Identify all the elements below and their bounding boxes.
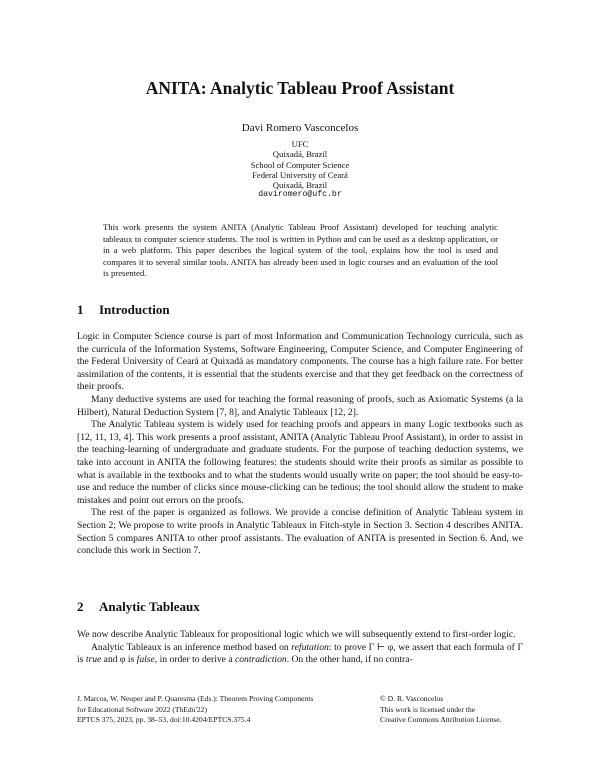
section-number: 2 [77,599,84,614]
author-email[interactable]: daviromero@ufc.br [258,190,342,199]
section-title: Introduction [99,302,170,317]
paragraph: The rest of the paper is organized as follows. We provide a concise definition of Analytic Tableau system in Section 2; We propose to write proofs in Analytic Tableaux in Fitch-style in Section 3. Section 4 describes ANITA. Section 5 compares ANITA to other proof assistants. The evaluation of ANITA is presented in Section 6. And, we conclude this work in Section 7. [77,507,523,557]
emphasis: contradiction [234,654,287,666]
introduction-body [77,331,523,558]
footer-line: for Educational Software 2022 (ThEdu'22) [77,704,208,714]
footer-license [380,694,540,726]
affiliation-line: UFC [291,139,309,149]
text-run: . On the other hand, if no contra- [286,654,413,666]
affiliation-line: Federal University of Ceará [252,170,348,180]
text-run: Analytic Tableaux is an inference method based on [91,641,292,653]
emphasis: refutation [291,641,329,653]
footer-citation [77,694,367,726]
footer-line: © D. R. Vasconcelos [380,694,444,703]
text-run: : to prove Γ ⊢ φ, we assert that each formula of Γ is [77,641,523,666]
section-heading-introduction [77,302,170,318]
abstract: This work presents the system ANITA (Analytic Tableau Proof Assistant) developed for teaching analytic tableaux to computer science students. The tool is written in Python and can be used as a desktop application, or in a web platform. This paper describes the logical system of the tool, explains how the tool is used and compares it to several similar tools. ANITA has already been used in logic courses and an evaluation of the tool is presented. [103,222,498,279]
footer-line: This work is licensed under the [380,704,476,714]
footer-line: J. Marcos, W. Neuper and P. Quaresma (Eds.): Theorem Proving Components [77,694,314,703]
affiliation-line: Quixadá, Brazil [272,149,328,159]
author-name: Davi Romero Vasconcelos [241,122,359,134]
footer-line: EPTCS 375, 2023, pp. 38–53, doi:10.4204/EPTCS.375.4 [77,715,251,725]
emphasis: false [136,654,155,666]
paragraph: We now describe Analytic Tableaux for propositional logic which we will subsequently extend to first-order logic. [77,629,516,640]
affiliation-line: Quixadá, Brazil [272,180,328,190]
section-title: Analytic Tableaux [99,599,200,614]
affiliation-1 [0,139,600,159]
affiliation-2 [0,160,600,200]
paragraph: Logic in Computer Science course is part of most Information and Communication Technology curricula, such as the curricula of the Information Systems, Software Engineering, Computer Science, and Computer Engineering of the Federal University of Ceará at Quixadá as mandatory components. The course has a high failure rate. For better assimilation of the contents, it is essential that the students exercise and that they get feedback on the correctness of their proofs. [77,331,523,393]
section-number: 1 [77,302,84,317]
paragraph [77,642,523,667]
paper-title: ANITA: Analytic Tableau Proof Assistant [145,78,455,98]
affiliation-line: School of Computer Science [250,160,350,170]
section-heading-analytic-tableaux [77,599,200,615]
text-run: , in order to derive a [154,654,235,666]
paragraph: Many deductive systems are used for teaching the formal reasoning of proofs, such as Axiomatic Systems (a la Hilbert), Natural Deduction System [7, 8], and Analytic Tableaux [12, 2]. [77,393,523,418]
analytic-tableaux-body [77,629,523,667]
text-run: and φ is [101,654,137,666]
emphasis: true [85,654,102,666]
paragraph: The Analytic Tableau system is widely used for teaching proofs and appears in many Logic textbooks such as [12, 11, 13, 4]. This work presents a proof assistant, ANITA (Analytic Tableau Proof Assistant), in order to assist in the teaching-learning of undergraduate and graduate students. For the purpose of teaching deduction systems, we take into account in ANITA the following features: the students should write their proofs as similar as possible to what is available in the textbooks and to what the students would usually write on paper; the tool should be easy-to-use and reduce the number of clicks since mouse-clicking can be tedious; the tool should allow the student to make mistakes and point out errors on the proofs. [77,419,523,506]
footer-line[interactable]: Creative Commons Attribution License. [380,715,502,725]
